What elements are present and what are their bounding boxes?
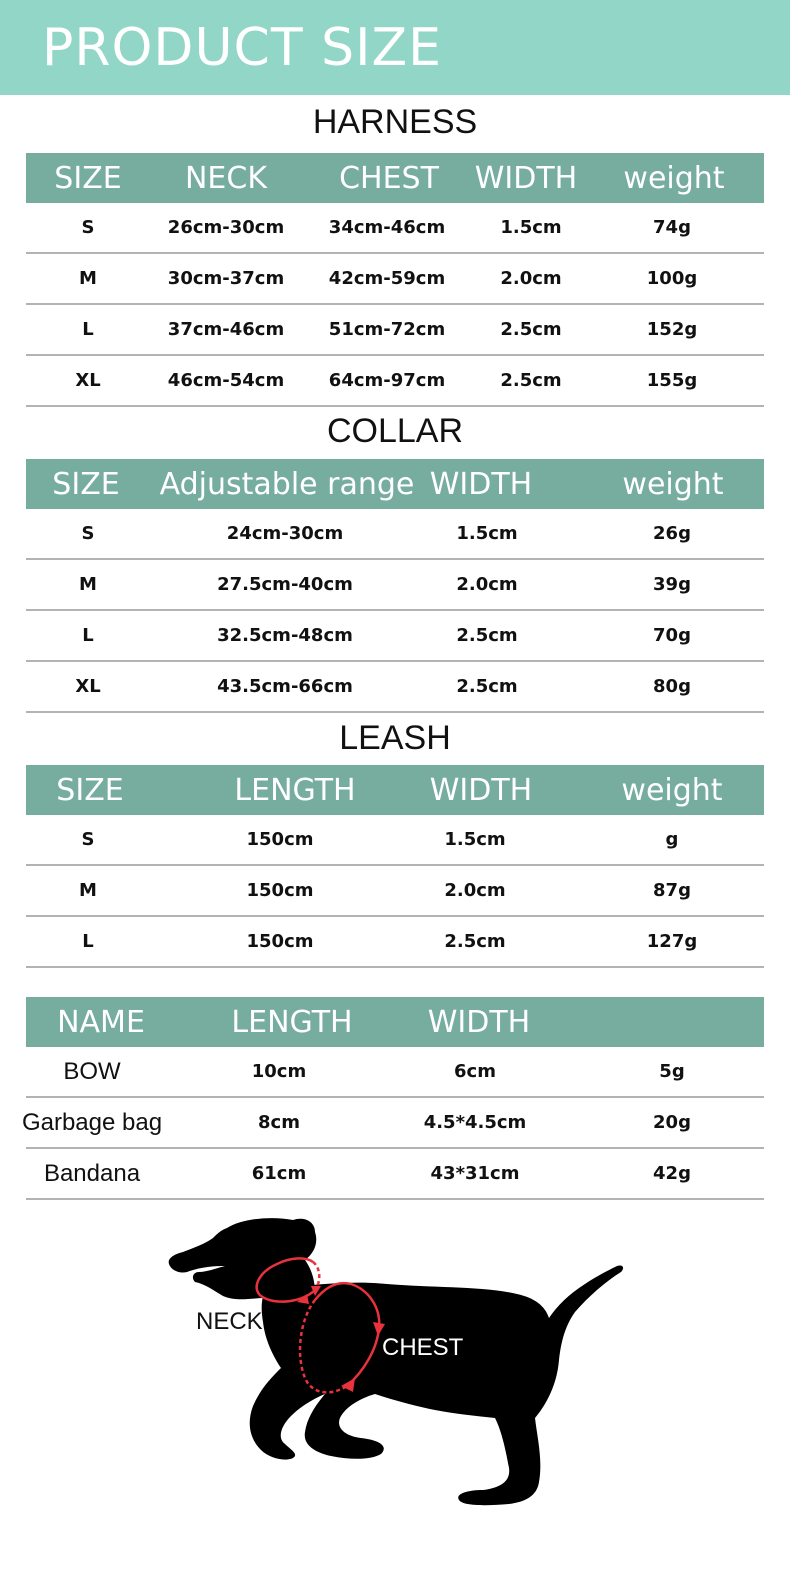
header-banner (0, 0, 790, 95)
cell-width: 1.5cm (444, 829, 506, 850)
cell-width: 2.0cm (444, 880, 506, 901)
table-row (21, 1098, 764, 1149)
cell-length: 61cm (251, 1163, 307, 1184)
header-width: WIDTH (429, 467, 533, 502)
cell-size: L (82, 625, 94, 646)
table-row (26, 815, 764, 866)
cell-size: XL (75, 370, 101, 391)
header-chest: CHEST (339, 161, 439, 196)
accessories-table (21, 997, 764, 1200)
table-row (26, 1149, 764, 1200)
cell-weight: 39g (653, 574, 691, 595)
table-row (26, 866, 764, 917)
leash-title: LEASH (339, 719, 451, 757)
cell-width: 2.5cm (500, 319, 562, 340)
cell-width: 2.0cm (456, 574, 518, 595)
cell-name: BOW (63, 1058, 121, 1085)
harness-table (26, 153, 764, 407)
cell-weight: 100g (646, 268, 698, 289)
chest-label: CHEST (382, 1334, 464, 1361)
cell-size: M (79, 880, 97, 901)
table-row (26, 509, 764, 560)
cell-weight: 155g (646, 370, 698, 391)
cell-length: 10cm (251, 1061, 307, 1082)
harness-header-row (26, 153, 764, 203)
table-row (26, 305, 764, 356)
cell-size: S (81, 523, 95, 544)
cell-name: Bandana (43, 1160, 141, 1187)
page-title: PRODUCT SIZE (42, 18, 442, 78)
cell-chest: 64cm-97cm (328, 370, 446, 391)
cell-weight: 74g (653, 217, 691, 238)
cell-width: 2.5cm (500, 370, 562, 391)
neck-label: NECK (196, 1308, 263, 1335)
cell-neck: 30cm-37cm (167, 268, 285, 289)
header-size: SIZE (56, 773, 124, 808)
header-length: LENGTH (234, 773, 356, 808)
cell-weight: 5g (659, 1061, 685, 1082)
cell-width: 2.0cm (500, 268, 562, 289)
header-size: SIZE (54, 161, 122, 196)
collar-header-row (26, 459, 764, 509)
cell-range: 24cm-30cm (226, 523, 344, 544)
cell-chest: 34cm-46cm (328, 217, 446, 238)
cell-width: 6cm (454, 1061, 496, 1082)
cell-chest: 51cm-72cm (328, 319, 446, 340)
cell-size: M (79, 574, 97, 595)
header-weight: weight (623, 161, 725, 196)
table-row (26, 560, 764, 611)
cell-length: 150cm (246, 880, 314, 901)
accessories-header-row (26, 997, 764, 1047)
table-row (26, 254, 764, 305)
cell-weight: 152g (646, 319, 698, 340)
cell-weight: 87g (653, 880, 691, 901)
cell-weight: 70g (653, 625, 691, 646)
cell-weight: 20g (653, 1112, 691, 1133)
cell-width: 1.5cm (456, 523, 518, 544)
table-row (26, 356, 764, 407)
header-weight: weight (621, 773, 723, 808)
cell-width: 43*31cm (430, 1163, 520, 1184)
cell-neck: 37cm-46cm (167, 319, 285, 340)
table-row (26, 203, 764, 254)
cell-size: XL (75, 676, 101, 697)
cell-range: 43.5cm-66cm (217, 676, 353, 697)
header-width: WIDTH (429, 773, 533, 808)
cell-chest: 42cm-59cm (328, 268, 446, 289)
leash-table (26, 765, 764, 968)
table-row (26, 611, 764, 662)
cell-weight: 26g (653, 523, 691, 544)
header-width: WIDTH (474, 161, 578, 196)
header-name: NAME (57, 1005, 145, 1040)
cell-width: 1.5cm (500, 217, 562, 238)
header-width: WIDTH (427, 1005, 531, 1040)
cell-neck: 26cm-30cm (167, 217, 285, 238)
table-row (26, 662, 764, 713)
table-row (26, 1047, 764, 1098)
cell-name: Garbage bag (21, 1109, 163, 1136)
cell-range: 27.5cm-40cm (217, 574, 353, 595)
collar-table (26, 459, 764, 713)
header-length: LENGTH (231, 1005, 353, 1040)
cell-size: L (82, 931, 94, 952)
cell-weight: g (665, 829, 679, 850)
cell-weight: 42g (653, 1163, 691, 1184)
dog-silhouette-icon (169, 1218, 623, 1505)
header-size: SIZE (52, 467, 120, 502)
harness-title: HARNESS (312, 103, 478, 141)
cell-width: 4.5*4.5cm (423, 1112, 527, 1133)
cell-size: S (81, 217, 95, 238)
cell-width: 2.5cm (456, 676, 518, 697)
cell-length: 150cm (246, 829, 314, 850)
leash-header-row (26, 765, 764, 815)
cell-weight: 127g (646, 931, 698, 952)
table-row (26, 917, 764, 968)
cell-size: S (81, 829, 95, 850)
collar-title: COLLAR (326, 412, 464, 450)
cell-width: 2.5cm (456, 625, 518, 646)
cell-range: 32.5cm-48cm (217, 625, 353, 646)
dog-measurement-diagram (165, 1210, 625, 1520)
cell-length: 150cm (246, 931, 314, 952)
header-weight: weight (622, 467, 724, 502)
cell-weight: 80g (653, 676, 691, 697)
header-adjustable-range: Adjustable range (159, 467, 415, 502)
cell-size: L (82, 319, 94, 340)
cell-width: 2.5cm (444, 931, 506, 952)
cell-length: 8cm (258, 1112, 300, 1133)
header-neck: NECK (184, 161, 268, 196)
cell-size: M (79, 268, 97, 289)
cell-neck: 46cm-54cm (167, 370, 285, 391)
